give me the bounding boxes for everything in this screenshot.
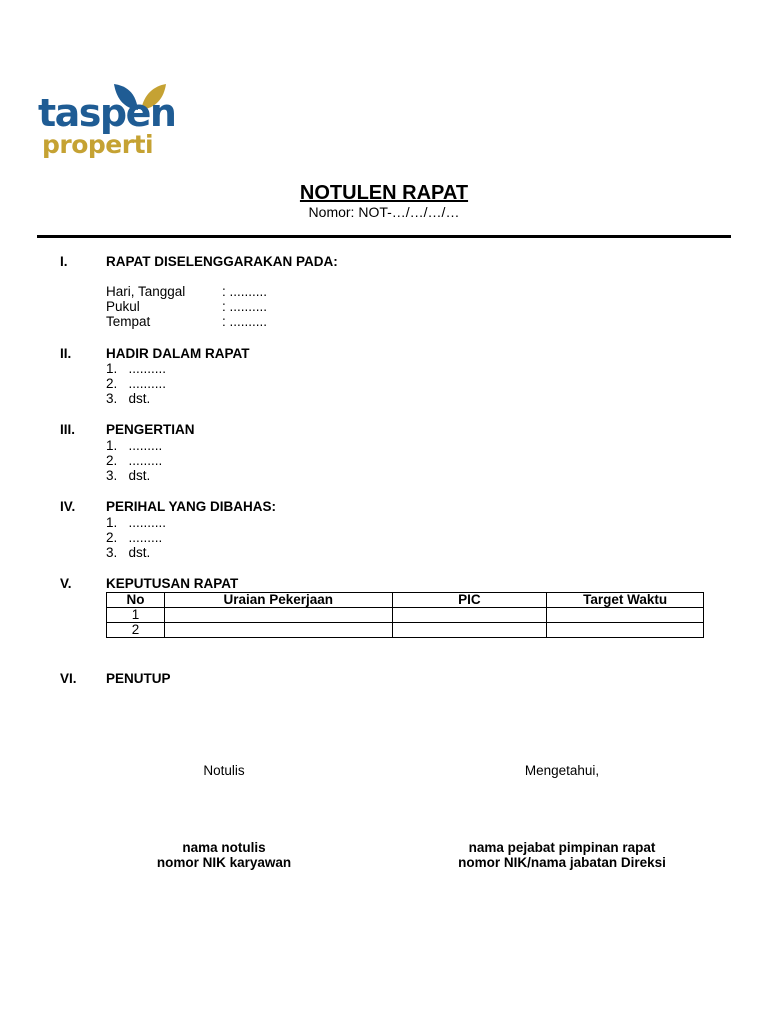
table-cell-no: 2 <box>107 623 165 638</box>
signature-left-name: nama notulis <box>182 840 266 855</box>
list-item: 1. .......... <box>106 515 167 530</box>
list-item: 2. ......... <box>106 530 163 545</box>
header-uraian: Uraian Pekerjaan <box>164 593 392 608</box>
table-cell <box>392 623 547 638</box>
list-item: 1. ......... <box>106 438 163 453</box>
list-item: 3. dst. <box>106 545 151 560</box>
section-5-number: V. <box>60 576 72 591</box>
signature-right-id: nomor NIK/nama jabatan Direksi <box>458 855 666 870</box>
value-hari-tanggal: : .......... <box>222 284 268 299</box>
table-cell-no: 1 <box>107 608 165 623</box>
list-item: 3. dst. <box>106 391 151 406</box>
table-cell <box>547 608 704 623</box>
table-row <box>107 608 704 623</box>
header-target-waktu: Target Waktu <box>547 593 704 608</box>
section-5-title: KEPUTUSAN RAPAT <box>106 576 239 591</box>
list-item: 3. dst. <box>106 468 151 483</box>
taspen-properti-logo <box>38 82 176 162</box>
label-tempat: Tempat <box>106 314 151 329</box>
section-4-title: PERIHAL YANG DIBAHAS: <box>106 499 277 514</box>
section-3-title: PENGERTIAN <box>106 422 195 437</box>
section-4-number: IV. <box>60 499 76 514</box>
table-cell <box>547 623 704 638</box>
section-3-number: III. <box>60 422 76 437</box>
section-2-title: HADIR DALAM RAPAT <box>106 346 250 361</box>
logo-word-taspen: taspen <box>38 91 176 135</box>
section-2-number: II. <box>60 346 72 361</box>
section-6-number: VI. <box>60 671 77 686</box>
table-cell <box>392 608 547 623</box>
table-row <box>107 623 704 638</box>
label-pukul: Pukul <box>106 299 140 314</box>
list-item: 2. ......... <box>106 453 163 468</box>
document-number: Nomor: NOT-…/…/…/… <box>308 204 460 220</box>
signature-left-role: Notulis <box>203 763 245 778</box>
document-title: NOTULEN RAPAT <box>299 182 469 204</box>
value-tempat: : .......... <box>222 314 268 329</box>
signature-left-id: nomor NIK karyawan <box>156 855 292 870</box>
table-header-row <box>107 593 704 608</box>
keputusan-table <box>106 592 704 638</box>
signature-right-name: nama pejabat pimpinan rapat <box>468 840 656 855</box>
value-pukul: : .......... <box>222 299 268 314</box>
table-cell <box>164 623 392 638</box>
logo-word-properti: properti <box>42 130 154 159</box>
section-6-title: PENUTUP <box>106 671 171 686</box>
label-hari-tanggal: Hari, Tanggal <box>106 284 186 299</box>
signature-right-role: Mengetahui, <box>524 763 600 778</box>
section-1-number: I. <box>60 254 68 269</box>
list-item: 2. .......... <box>106 376 167 391</box>
header-pic: PIC <box>392 593 547 608</box>
table-cell <box>164 608 392 623</box>
section-1-title: RAPAT DISELENGGARAKAN PADA: <box>106 254 338 269</box>
header-no: No <box>107 593 165 608</box>
header-divider <box>37 235 731 238</box>
list-item: 1. .......... <box>106 361 167 376</box>
